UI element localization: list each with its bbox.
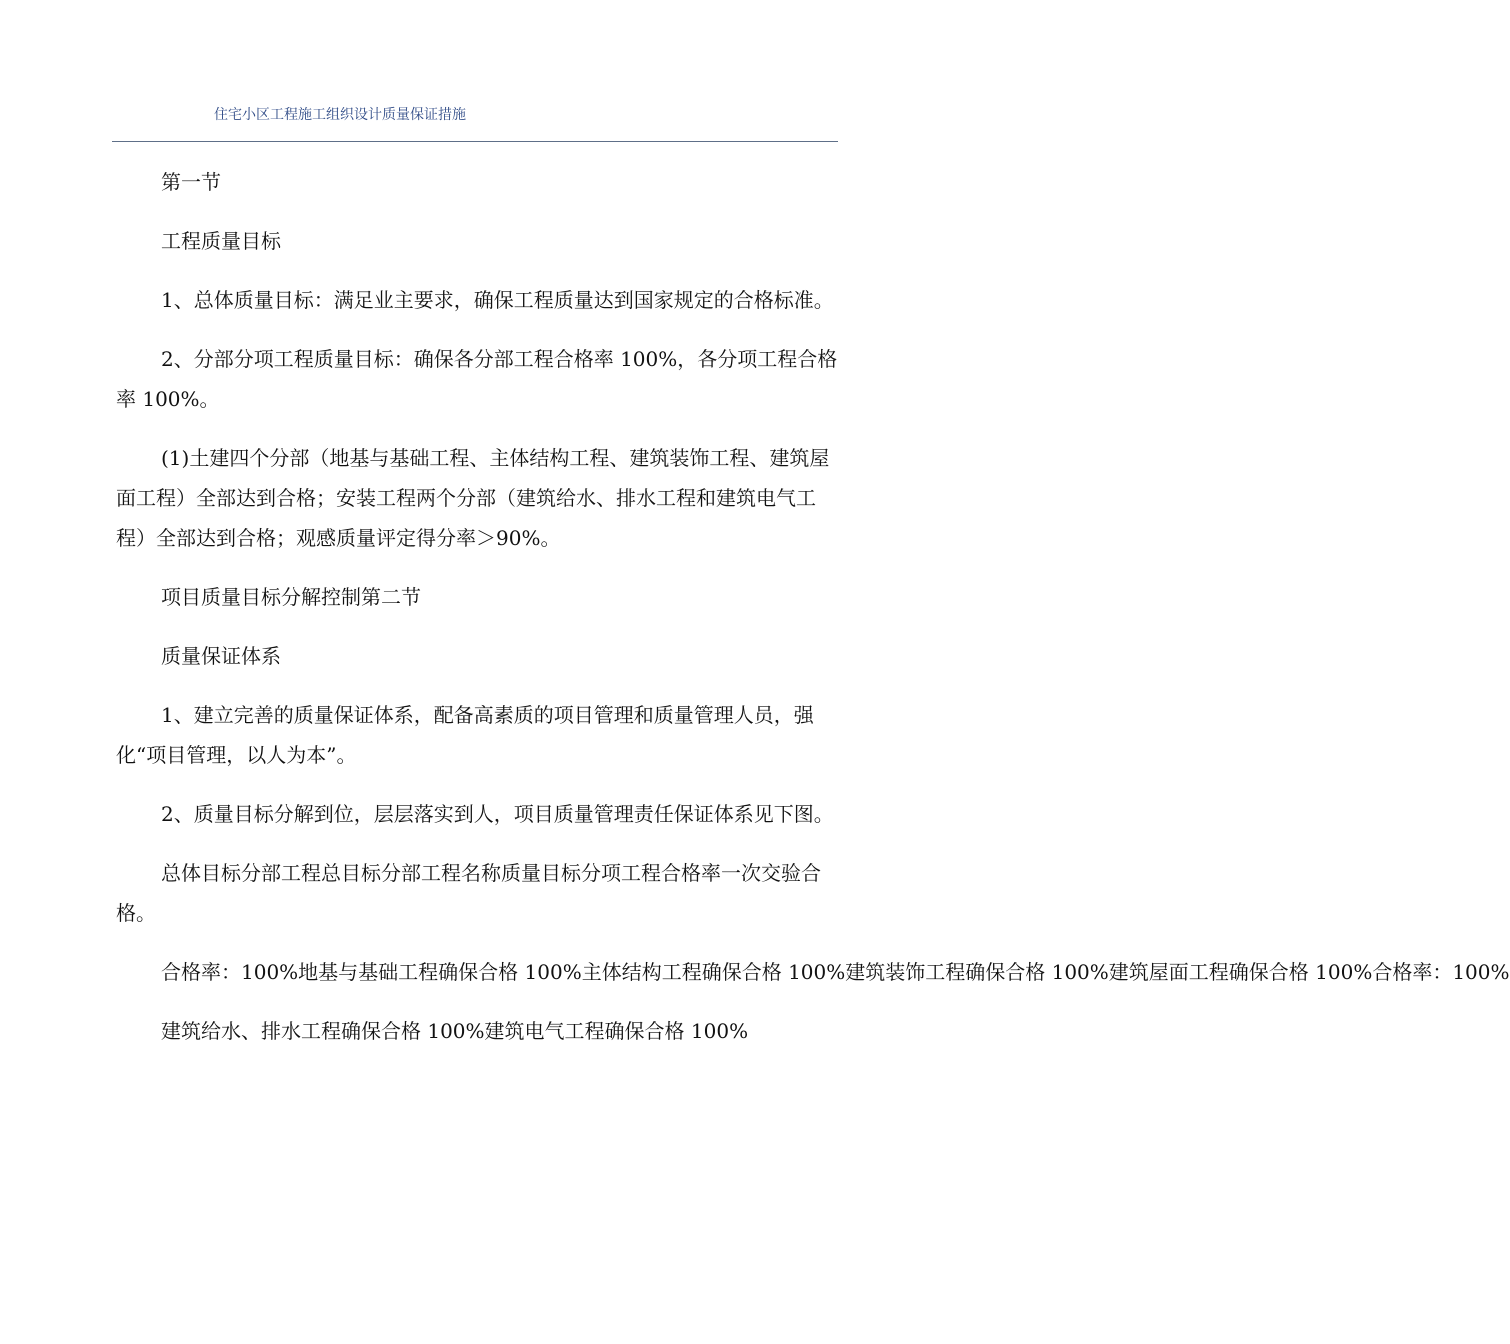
diagram-text-1: 总体目标分部工程总目标分部工程名称质量目标分项工程合格率一次交验合格。	[116, 861, 821, 925]
diagram-text-3: 建筑给水、排水工程确保合格 100%建筑电气工程确保合格 100%	[161, 1019, 749, 1043]
diagram-text-2: 合格率：100%地基与基础工程确保合格 100%主体结构工程确保合格 100%建筑装饰工程确保合格 100%建筑屋面工程确保合格 100%合格率：100%	[161, 960, 1510, 984]
document-header-title: 住宅小区工程施工组织设计质量保证措施	[214, 107, 466, 123]
section-2-heading: 项目质量目标分解控制第二节	[161, 585, 421, 609]
quality-goal-heading: 工程质量目标	[161, 229, 281, 253]
system-point-2: 2、质量目标分解到位，层层落实到人，项目质量管理责任保证体系见下图。	[161, 802, 834, 826]
subitem-quality-detail: (1)土建四个分部（地基与基础工程、主体结构工程、建筑装饰工程、建筑屋面工程）全部达到合格；安装工程两个分部（建筑给水、排水工程和建筑电气工程）全部达到合格；观感质量评定得分率＞90%。	[116, 446, 830, 550]
document-body	[116, 162, 1510, 1070]
section-1-heading: 第一节	[161, 170, 221, 194]
system-point-1: 1、建立完善的质量保证体系，配备高素质的项目管理和质量管理人员，强化“项目管理，以人为本”。	[116, 703, 814, 767]
quality-system-heading: 质量保证体系	[161, 644, 281, 668]
overall-quality-goal: 1、总体质量目标：满足业主要求，确保工程质量达到国家规定的合格标准。	[161, 288, 834, 312]
subitem-quality-goal: 2、分部分项工程质量目标：确保各分部工程合格率 100%，各分项工程合格率 100%。	[116, 347, 838, 411]
header-divider	[112, 141, 838, 142]
